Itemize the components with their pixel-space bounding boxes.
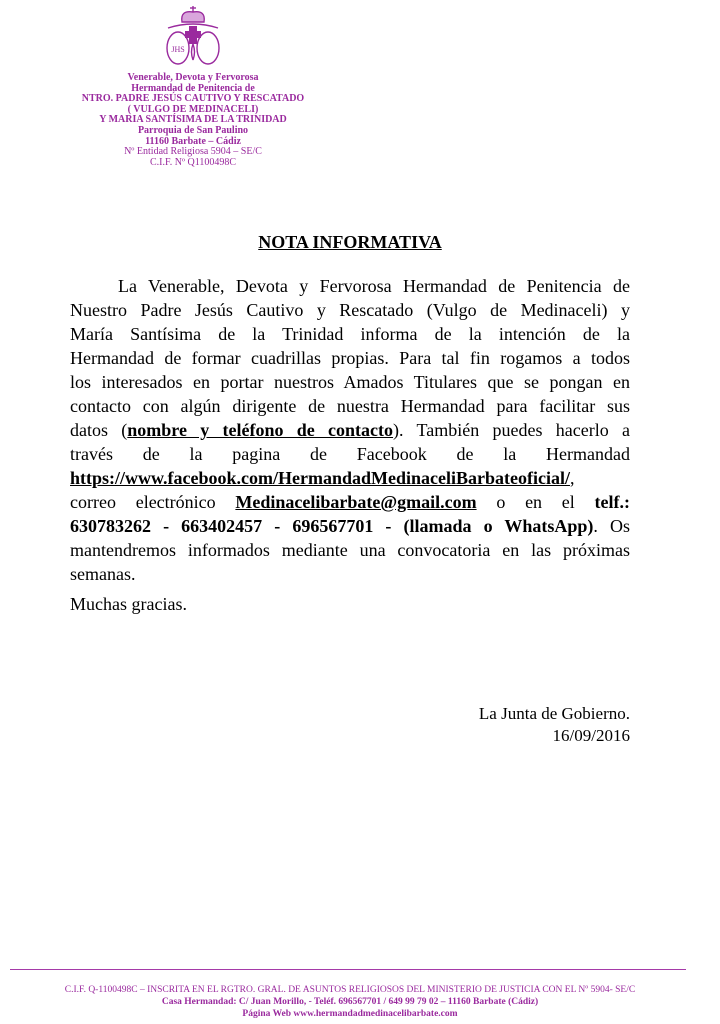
body-line: Hermandad de formar cuadrillas propias. Para tal fin rogamos a todos <box>70 348 630 368</box>
signature-date: 16/09/2016 <box>552 726 630 745</box>
body-text: . Os <box>593 516 630 536</box>
letterhead-line: 11160 Barbate – Cádiz <box>145 135 241 147</box>
letterhead-line: ( VULGO DE MEDINACELI) <box>127 103 259 115</box>
body-line: Nuestro Padre Jesús Cautivo y Rescatado (Vulgo de Medinaceli) y <box>70 300 630 320</box>
footer-website: Página Web www.hermandadmedinacelibarbate.com <box>242 1009 458 1019</box>
body-line: semanas. <box>70 564 136 584</box>
contact-data-emphasis: nombre y teléfono de contacto <box>127 420 394 440</box>
body-line <box>70 514 630 538</box>
footer-divider <box>10 969 686 970</box>
body-text: , <box>569 468 575 488</box>
brotherhood-logo <box>160 4 226 72</box>
body-text: ). También puedes hacerlo a <box>393 420 631 440</box>
body-line: contacto con algún dirigente de nuestra Hermandad para facilitar sus <box>70 396 630 416</box>
body-text: o en el <box>476 492 595 512</box>
body-paragraph <box>70 274 630 586</box>
closing-text: Muchas gracias. <box>70 594 187 614</box>
letterhead-line: Venerable, Devota y Fervorosa <box>127 72 259 83</box>
body-line <box>70 490 630 514</box>
body-line <box>70 418 630 442</box>
footer-registration: C.I.F. Q-1100498C – INSCRITA EN EL RGTRO. GRAL. DE ASUNTOS RELIGIOSOS DEL MINISTERIO DE JUSTICIA CON EL Nº 5904- SE/C <box>64 985 636 995</box>
document-title: NOTA INFORMATIVA <box>258 232 442 252</box>
body-text: correo electrónico <box>70 492 236 512</box>
facebook-link[interactable]: https://www.facebook.com/HermandadMedinaceliBarbateoficial/ <box>70 468 570 488</box>
phone-label: telf.: <box>594 492 630 512</box>
body-line: La Venerable, Devota y Fervorosa Hermandad de Penitencia de <box>118 276 630 296</box>
signature-block <box>479 703 630 747</box>
letterhead-line: Parroquia de San Paulino <box>137 124 249 136</box>
body-line: mantendremos informados mediante una convocatoria en las próximas <box>70 540 630 560</box>
body-line: María Santísima de la Trinidad informa de la intención de la <box>70 324 630 344</box>
footer <box>0 984 700 1020</box>
letterhead-line: C.I.F. Nº Q1100498C <box>149 156 237 168</box>
letterhead-line: Hermandad de Penitencia de <box>131 82 255 94</box>
phone-numbers: 630783262 - 663402457 - 696567701 - (llamada o WhatsApp) <box>70 516 594 536</box>
footer-address: Casa Hermandad: C/ Juan Morillo, - Teléf. 696567701 / 649 99 79 02 – 11160 Barbate (Cádiz) <box>161 997 539 1007</box>
signature-name: La Junta de Gobierno. <box>478 704 630 723</box>
body-line: los interesados en portar nuestros Amados Titulares que se pongan en <box>70 372 630 392</box>
letterhead-line: Y MARIA SANTÍSIMA DE LA TRINIDAD <box>99 114 287 126</box>
letterhead-line: Nº Entidad Religiosa 5904 – SE/C <box>124 146 262 158</box>
svg-text:JHS: JHS <box>171 45 185 54</box>
body-text: datos ( <box>70 420 128 440</box>
letterhead-line: NTRO. PADRE JESÚS CAUTIVO Y RESCATADO <box>81 93 305 105</box>
body-line: través de la pagina de Facebook de la Hermandad <box>70 444 630 464</box>
email-link[interactable]: Medinacelibarbate@gmail.com <box>235 492 477 512</box>
brotherhood-letterhead <box>60 73 326 168</box>
body-line <box>70 466 630 490</box>
